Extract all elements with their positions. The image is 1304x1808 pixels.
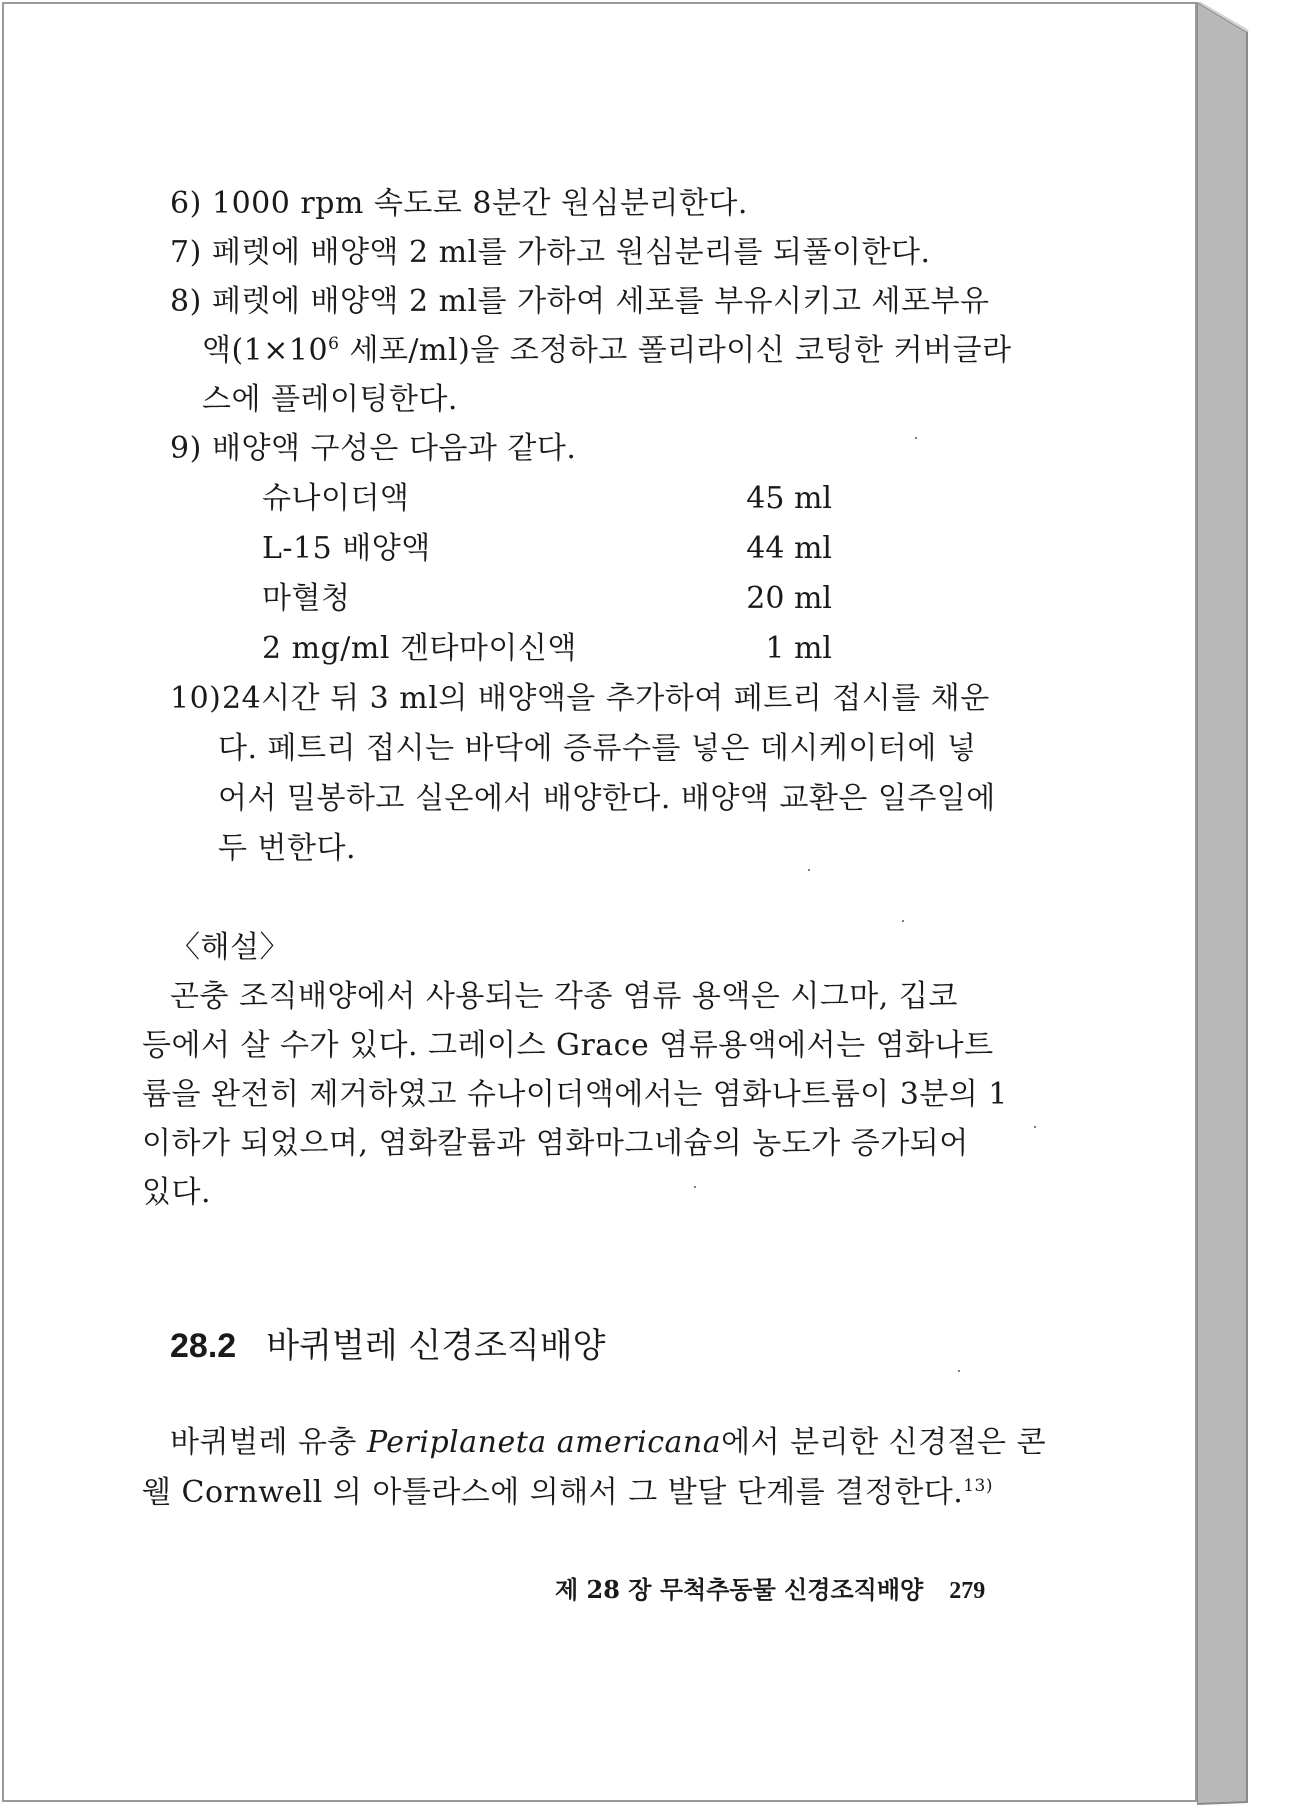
media-amount: 45 ml xyxy=(746,481,832,516)
scan-speck xyxy=(808,869,810,871)
step-6-text: 1000 rpm 속도로 8분간 원심분리한다. xyxy=(212,186,748,221)
media-amount: 44 ml xyxy=(746,531,832,566)
step-8-text-1: 페렛에 배양액 2 ml를 가하여 세포를 부유시키고 세포부유 xyxy=(212,284,990,319)
commentary-line-2: 등에서 살 수가 있다. 그레이스 Grace 염류용액에서는 염화나트 xyxy=(142,1028,994,1063)
scan-speck xyxy=(902,920,904,922)
book-page xyxy=(2,2,1197,1802)
media-name: L-15 배양액 xyxy=(262,531,431,566)
media-name: 마혈청 xyxy=(262,581,351,616)
step-10-line-4: 두 번한다. xyxy=(218,831,356,866)
step-8-number: 8) xyxy=(170,284,202,319)
intro-line-1 xyxy=(170,1425,1046,1461)
media-name: 2 mg/ml 겐타마이신액 xyxy=(262,631,577,666)
step-9-number: 9) xyxy=(170,431,202,466)
scan-speck xyxy=(958,1370,960,1372)
intro-text-2: 웰 Cornwell 의 아틀라스에 의해서 그 발달 단계를 결정한다. xyxy=(142,1475,964,1510)
chapter-title: 제 28 장 무척추동물 신경조직배양 xyxy=(555,1575,924,1604)
commentary-line-5: 있다. xyxy=(142,1175,211,1210)
step-10-line-2: 다. 페트리 접시는 바닥에 증류수를 넣은 데시케이터에 넣 xyxy=(218,731,977,766)
commentary-heading: 〈해설〉 xyxy=(170,930,290,965)
step-7-text: 페렛에 배양액 2 ml를 가하고 원심분리를 되풀이한다. xyxy=(212,235,931,270)
step-10-number: 10) xyxy=(170,681,222,716)
commentary-line-4: 이하가 되었으며, 염화칼륨과 염화마그네슘의 농도가 증가되어 xyxy=(142,1126,969,1161)
media-amount: 20 ml xyxy=(746,581,832,616)
media-amount: 1 ml xyxy=(765,631,832,666)
step-7 xyxy=(170,235,930,271)
step-8-line-2 xyxy=(202,333,1012,369)
step-9-text: 배양액 구성은 다음과 같다. xyxy=(212,431,577,466)
commentary-line-1: 곤충 조직배양에서 사용되는 각종 염류 용액은 시그마, 깁코 xyxy=(170,979,958,1014)
intro-line-2 xyxy=(142,1475,993,1511)
media-name: 슈나이더액 xyxy=(262,481,410,516)
step-8-text-3: 스에 플레이팅한다. xyxy=(202,382,458,417)
scan-speck xyxy=(1034,1126,1036,1128)
scan-speck xyxy=(915,437,917,439)
step-8-superscript: 6 xyxy=(328,334,340,354)
commentary-line-3: 륨을 완전히 제거하였고 슈나이더액에서는 염화나트륨이 3분의 1 xyxy=(142,1077,1008,1112)
section-number: 28.2 xyxy=(170,1327,237,1365)
running-footer xyxy=(555,1575,985,1606)
step-7-number: 7) xyxy=(170,235,202,270)
step-10-line-1 xyxy=(170,681,990,717)
intro-text-1a: 바퀴벌레 유충 xyxy=(170,1425,367,1460)
step-8-line-3 xyxy=(202,382,458,418)
section-title: 바퀴벌레 신경조직배양 xyxy=(266,1326,606,1366)
species-name: Periplaneta americana xyxy=(366,1425,722,1460)
intro-text-1b: 에서 분리한 신경절은 콘 xyxy=(721,1425,1047,1460)
step-6 xyxy=(170,186,748,222)
reference-marker: 13) xyxy=(963,1476,993,1496)
scan-speck xyxy=(694,1186,696,1188)
step-6-number: 6) xyxy=(170,186,202,221)
step-9 xyxy=(170,431,576,467)
section-heading xyxy=(170,1324,605,1368)
step-8-text-2a: 액(1×10 xyxy=(202,333,329,368)
step-10-text-1: 24시간 뒤 3 ml의 배양액을 추가하여 페트리 접시를 채운 xyxy=(222,681,990,716)
page-edge-shading xyxy=(1197,2,1297,1808)
step-10-line-3: 어서 밀봉하고 실온에서 배양한다. 배양액 교환은 일주일에 xyxy=(218,781,996,816)
step-8-line-1 xyxy=(170,284,989,320)
step-8-text-2b: 세포/ml)을 조정하고 폴리라이신 코팅한 커버글라 xyxy=(339,333,1012,368)
page-number: 279 xyxy=(949,1578,986,1604)
